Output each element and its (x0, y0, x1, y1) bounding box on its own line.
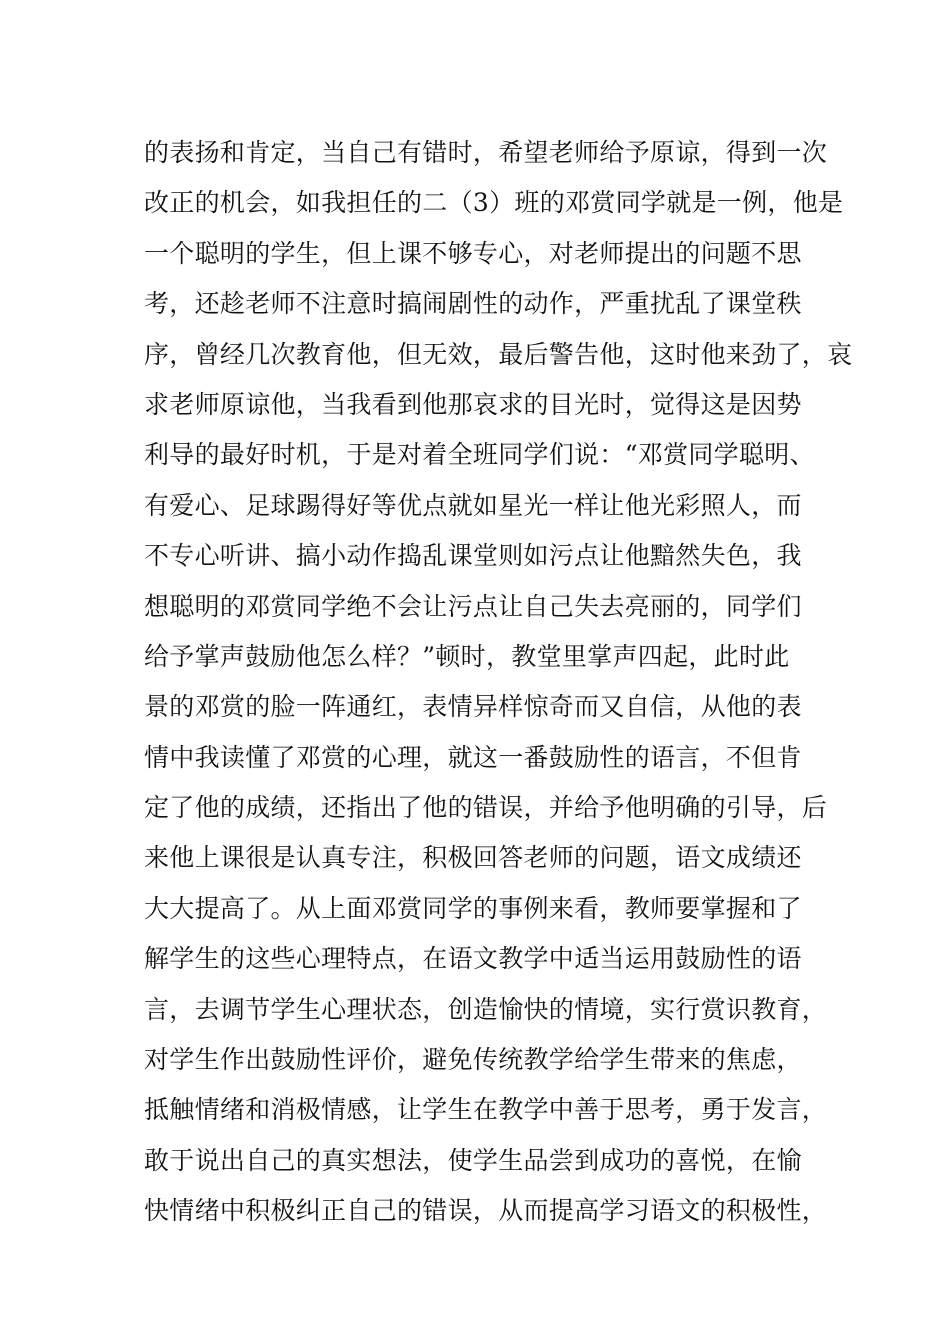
text-line-13: 情中我读懂了邓赏的心理，就这一番鼓励性的语言，不但肯 (144, 742, 802, 772)
text-line-5: 序，曾经几次教育他，但无效，最后警告他，这时他来劲了，哀 (144, 339, 853, 369)
text-line-19: 对学生作出鼓励性评价，避免传统教学给学生带来的焦虑， (144, 1045, 802, 1075)
text-line-9: 不专心听讲、搞小动作捣乱课堂则如污点让他黯然失色，我 (144, 541, 802, 571)
text-line-11: 给予掌声鼓励他怎么样？”顿时，教堂里掌声四起，此时此 (144, 641, 790, 671)
text-line-21: 敢于说出自己的真实想法，使学生品尝到成功的喜悦，在愉 (144, 1145, 802, 1175)
text-line-6: 求老师原谅他，当我看到他那哀求的目光时，觉得这是因势 (144, 389, 802, 419)
text-line-22: 快情绪中积极纠正自己的错误，从而提高学习语文的积极性， (144, 1196, 828, 1226)
text-line-7: 利导的最好时机，于是对着全班同学们说：“邓赏同学聪明、 (144, 440, 815, 470)
text-line-8: 有爱心、足球踢得好等优点就如星光一样让他光彩照人，而 (144, 490, 802, 520)
text-line-16: 大大提高了。从上面邓赏同学的事例来看，教师要掌握和了 (144, 893, 802, 923)
text-line-17: 解学生的这些心理特点，在语文教学中适当运用鼓励性的语 (144, 944, 802, 974)
text-line-3: 一个聪明的学生，但上课不够专心，对老师提出的问题不思 (144, 238, 802, 268)
text-line-2: 改正的机会，如我担任的二（3）班的邓赏同学就是一例，他是 (144, 188, 844, 218)
text-line-20: 抵触情绪和消极情感，让学生在教学中善于思考，勇于发言， (144, 1095, 828, 1125)
body-text (144, 128, 853, 1237)
text-line-10: 想聪明的邓赏同学绝不会让污点让自己失去亮丽的，同学们 (144, 591, 802, 621)
text-line-18: 言，去调节学生心理状态，创造愉快的情境，实行赏识教育， (144, 994, 828, 1024)
text-line-14: 定了他的成绩，还指出了他的错误，并给予他明确的引导，后 (144, 793, 828, 823)
text-line-1: 的表扬和肯定，当自己有错时，希望老师给予原谅，得到一次 (144, 138, 828, 167)
text-line-4: 考，还趁老师不注意时搞闹剧性的动作，严重扰乱了课堂秩 (144, 289, 802, 319)
text-line-15: 来他上课很是认真专注，积极回答老师的问题，语文成绩还 (144, 843, 802, 873)
text-line-12: 景的邓赏的脸一阵通红，表情异样惊奇而又自信，从他的表 (144, 692, 802, 722)
